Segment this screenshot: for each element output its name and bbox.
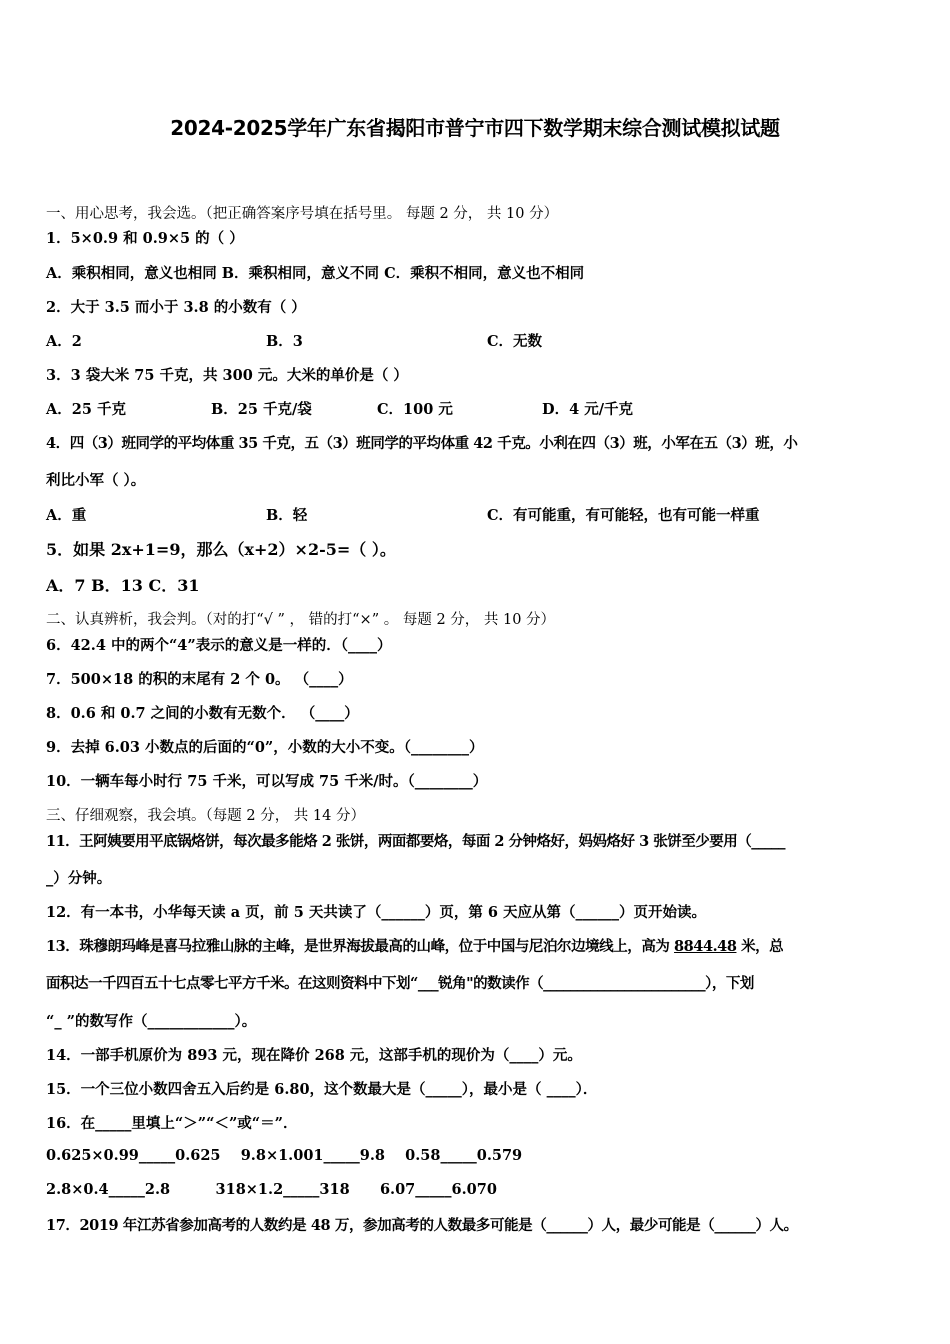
q10: 10．一辆车每小时行 75 千米，可以写成 75 千米/时。（________） [46, 773, 488, 790]
q8: 8．0.6 和 0.7 之间的小数有无数个． （____） [46, 705, 359, 722]
q13-underlined-number: 8844.48 [674, 938, 737, 955]
page-title: 2024-2025学年广东省揭阳市普宁市四下数学期末综合测试模拟试题 [170, 116, 780, 140]
q2-stem: 2．大于 3.5 而小于 3.8 的小数有（ ） [46, 299, 306, 316]
q4-option-b: B．轻 [266, 507, 308, 524]
q16-row1: 0.625×0.99_____0.625 9.8×1.001_____9.8 0.58_____0.579 [46, 1147, 523, 1164]
q11-line2: _）分钟。 [46, 870, 112, 887]
q3-option-d: D．4 元/千克 [542, 401, 634, 418]
q2-option-b: B．3 [266, 333, 303, 350]
q13-line1-text-a: 13．珠穆朗玛峰是喜马拉雅山脉的主峰，是世界海拔最高的山峰，位于中国与尼泊尔边境线上，高为 [46, 938, 675, 955]
q13-line3: “_ ”的数写作（____________）。 [46, 1013, 257, 1030]
section1-header: 一、用心思考，我会选。（把正确答案序号填在括号里。 每题 2 分， 共 10 分） [46, 206, 559, 222]
q12: 12．有一本书，小华每天读 a 页，前 5 天共读了（______）页，第 6 天应从第（______）页开始读。 [46, 904, 707, 921]
q16-row2: 2.8×0.4_____2.8 318×1.2_____318 6.07_____6.070 [46, 1181, 497, 1198]
q2-option-a: A．2 [46, 333, 82, 350]
q13-line2: 面积达一千四百五十七点零七平方千米。在这则资料中下划“___锐角"的数读作（________________________），下划 [46, 975, 754, 992]
q3-option-c: C．100 元 [377, 401, 453, 418]
q14: 14．一部手机原价为 893 元，现在降价 268 元，这部手机的现价为（____）元。 [46, 1047, 582, 1064]
q15: 15．一个三位小数四舍五入后约是 6.80，这个数最大是（_____），最小是（ ____）． [46, 1081, 598, 1098]
q6: 6．42.4 中的两个“4”表示的意义是一样的．（____） [46, 637, 392, 654]
q16-stem: 16．在_____里填上“＞”“＜”或“＝”． [46, 1115, 298, 1132]
q2-option-c: C．无数 [487, 333, 543, 350]
q4-option-a: A．重 [46, 507, 87, 524]
q13-line1-text-b: 米，总 [736, 938, 784, 955]
q3-option-b: B．25 千克/袋 [211, 401, 312, 418]
section3-header: 三、仔细观察，我会填。（每题 2 分， 共 14 分） [46, 808, 365, 824]
q13-line1 [46, 935, 783, 956]
section2-header: 二、认真辨析，我会判。（对的打“√ ” ， 错的打“×” 。 每题 2 分， 共 10 分） [46, 612, 556, 628]
q5-options: A．7 B．13 C．31 [46, 576, 200, 595]
q4-option-c: C．有可能重，有可能轻，也有可能一样重 [487, 507, 760, 524]
q11-line1: 11．王阿姨要用平底锅烙饼，每次最多能烙 2 张饼，两面都要烙，每面 2 分钟烙好，妈妈烙好 3 张饼至少要用（_____ [46, 833, 785, 850]
q5-stem: 5．如果 2x+1=9，那么（x+2）×2-5=（ ）。 [46, 540, 396, 559]
q1-stem: 1．5×0.9 和 0.9×5 的（ ） [46, 230, 244, 247]
q3-option-a: A．25 千克 [46, 401, 126, 418]
q9: 9．去掉 6.03 小数点的后面的“0”，小数的大小不变。（________） [46, 739, 484, 756]
q4-stem-line1: 4．四（3）班同学的平均体重 35 千克，五（3）班同学的平均体重 42 千克。小利在四（3）班，小军在五（3）班，小 [46, 435, 798, 452]
q1-options: A．乘积相同，意义也相同 B．乘积相同，意义不同 C．乘积不相同，意义也不相同 [46, 265, 585, 282]
q4-stem-line2: 利比小军（ ）。 [46, 472, 146, 489]
q17: 17．2019 年江苏省参加高考的人数约是 48 万，参加高考的人数最多可能是（______）人，最少可能是（______）人。 [46, 1217, 798, 1234]
q3-stem: 3．3 袋大米 75 千克，共 300 元。大米的单价是（ ） [46, 367, 408, 384]
q7: 7．500×18 的积的末尾有 2 个 0。 （____） [46, 671, 353, 688]
